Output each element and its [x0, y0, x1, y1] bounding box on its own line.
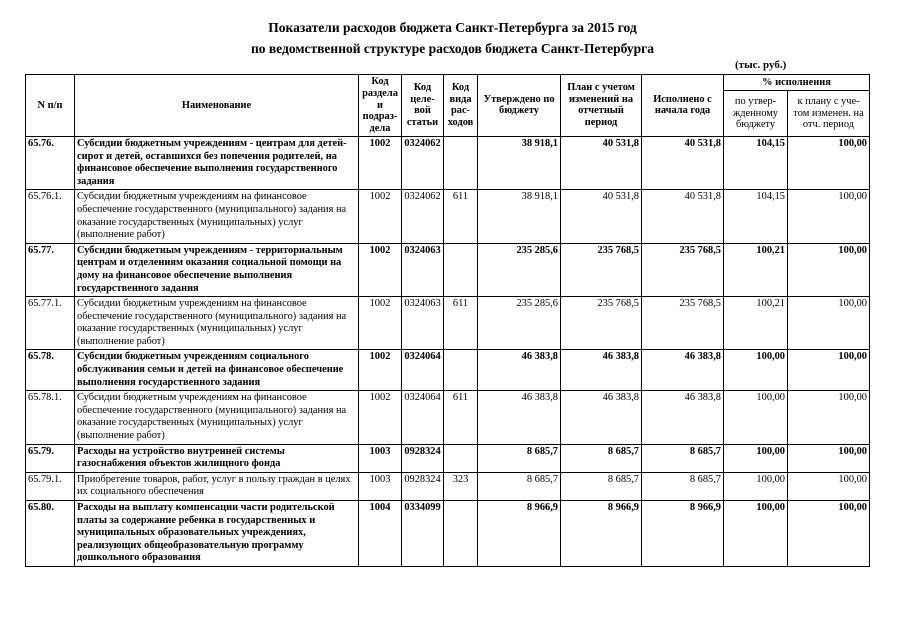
row-pct-plan: 100,00: [788, 136, 870, 189]
row-name: Субсидии бюджетным учреждениям - территориальным центрам и отделениям оказания социальной помощи на дому на финансовое обеспечение выполнения государственного задания: [75, 243, 359, 296]
row-plan: 46 383,8: [561, 350, 642, 391]
row-name: Приобретение товаров, работ, услуг в пользу граждан в целях их социального обеспечения: [75, 472, 359, 500]
row-kind-code: [444, 444, 478, 472]
row-num: 65.78.: [26, 350, 75, 391]
table-row: [26, 444, 870, 472]
row-kind-code: [444, 350, 478, 391]
row-plan: 8 685,7: [561, 472, 642, 500]
row-name: Расходы на выплату компенсации части родительской платы за содержание ребенка в государственных и муниципальных образовательных учреждениях, реализующих общеобразовательную программу дошкольного образования: [75, 501, 359, 567]
row-pct-approved: 100,00: [724, 391, 788, 444]
row-section-code: 1002: [359, 350, 402, 391]
row-target-code: 0324062: [402, 136, 444, 189]
row-approved: 46 383,8: [478, 350, 561, 391]
header-approved: Утверждено по бюджету: [478, 75, 561, 137]
row-approved: 235 285,6: [478, 243, 561, 296]
row-executed: 8 685,7: [642, 472, 724, 500]
row-approved: 38 918,1: [478, 190, 561, 243]
header-kind-code: Код вида рас-ходов: [444, 75, 478, 137]
row-pct-plan: 100,00: [788, 501, 870, 567]
row-plan: 40 531,8: [561, 190, 642, 243]
row-section-code: 1004: [359, 501, 402, 567]
row-kind-code: [444, 243, 478, 296]
row-kind-code: [444, 501, 478, 567]
row-target-code: 0324064: [402, 350, 444, 391]
row-target-code: 0928324: [402, 472, 444, 500]
row-plan: 235 768,5: [561, 297, 642, 350]
table-row: [26, 501, 870, 567]
row-name: Субсидии бюджетным учреждениям - центрам для детей-сирот и детей, оставшихся без попечения родителей, на финансовое обеспечение выполнения государственного задания: [75, 136, 359, 189]
row-num: 65.79.1.: [26, 472, 75, 500]
row-executed: 46 383,8: [642, 391, 724, 444]
row-name: Субсидии бюджетным учреждениям на финансовое обеспечение государственного (муниципального) задания на оказание государственных (муниципальных) услуг (выполнение работ): [75, 190, 359, 243]
row-target-code: 0324064: [402, 391, 444, 444]
row-executed: 46 383,8: [642, 350, 724, 391]
header-target-code: Код целе-вой статьи: [402, 75, 444, 137]
row-kind-code: 611: [444, 391, 478, 444]
row-num: 65.78.1.: [26, 391, 75, 444]
table-row: [26, 391, 870, 444]
table-row: [26, 136, 870, 189]
header-plan: План с учетом изменений на отчетный период: [561, 75, 642, 137]
row-num: 65.80.: [26, 501, 75, 567]
row-target-code: 0324063: [402, 297, 444, 350]
row-kind-code: 323: [444, 472, 478, 500]
row-approved: 46 383,8: [478, 391, 561, 444]
row-target-code: 0334099: [402, 501, 444, 567]
row-plan: 40 531,8: [561, 136, 642, 189]
header-executed: Исполнено с начала года: [642, 75, 724, 137]
row-pct-plan: 100,00: [788, 243, 870, 296]
table-row: [26, 297, 870, 350]
row-section-code: 1003: [359, 472, 402, 500]
row-pct-approved: 100,00: [724, 444, 788, 472]
row-pct-approved: 104,15: [724, 136, 788, 189]
row-section-code: 1002: [359, 243, 402, 296]
row-approved: 8 685,7: [478, 472, 561, 500]
report-title-line-1: Показатели расходов бюджета Санкт-Петербурга за 2015 год: [268, 20, 637, 35]
row-num: 65.77.: [26, 243, 75, 296]
row-approved: 235 285,6: [478, 297, 561, 350]
row-pct-approved: 100,21: [724, 243, 788, 296]
report-title-line-2: по ведомственной структуре расходов бюджета Санкт-Петербурга: [250, 41, 655, 56]
row-approved: 8 966,9: [478, 501, 561, 567]
row-kind-code: 611: [444, 190, 478, 243]
table-row: [26, 472, 870, 500]
row-plan: 8 966,9: [561, 501, 642, 567]
row-plan: 8 685,7: [561, 444, 642, 472]
row-executed: 235 768,5: [642, 297, 724, 350]
row-executed: 40 531,8: [642, 190, 724, 243]
row-pct-approved: 100,00: [724, 472, 788, 500]
row-section-code: 1002: [359, 297, 402, 350]
row-section-code: 1002: [359, 391, 402, 444]
row-name: Субсидии бюджетным учреждениям на финансовое обеспечение государственного (муниципального) задания на оказание государственных (муниципальных) услуг (выполнение работ): [75, 297, 359, 350]
row-pct-approved: 100,00: [724, 501, 788, 567]
budget-table: [25, 74, 870, 567]
row-name: Субсидии бюджетным учреждениям социального обслуживания семьи и детей на финансовое обеспечение выполнения государственного задания: [75, 350, 359, 391]
row-target-code: 0324062: [402, 190, 444, 243]
row-approved: 38 918,1: [478, 136, 561, 189]
row-executed: 235 768,5: [642, 243, 724, 296]
header-pct-approved: по утвер-жденному бюджету: [724, 91, 788, 137]
header-num: N п/п: [26, 75, 75, 137]
header-percent: % исполнения: [724, 75, 870, 91]
row-num: 65.76.: [26, 136, 75, 189]
header-name: Наименование: [75, 75, 359, 137]
row-num: 65.79.: [26, 444, 75, 472]
table-row: [26, 350, 870, 391]
row-executed: 40 531,8: [642, 136, 724, 189]
row-section-code: 1002: [359, 136, 402, 189]
row-executed: 8 685,7: [642, 444, 724, 472]
row-executed: 8 966,9: [642, 501, 724, 567]
table-row: [26, 190, 870, 243]
row-pct-plan: 100,00: [788, 444, 870, 472]
row-section-code: 1002: [359, 190, 402, 243]
row-approved: 8 685,7: [478, 444, 561, 472]
row-pct-plan: 100,00: [788, 190, 870, 243]
row-kind-code: 611: [444, 297, 478, 350]
row-section-code: 1003: [359, 444, 402, 472]
row-plan: 235 768,5: [561, 243, 642, 296]
row-pct-plan: 100,00: [788, 350, 870, 391]
row-name: Расходы на устройство внутренней системы газоснабжения объектов жилищного фонда: [75, 444, 359, 472]
row-name: Субсидии бюджетным учреждениям на финансовое обеспечение государственного (муниципального) задания на оказание государственных (муниципальных) услуг (выполнение работ): [75, 391, 359, 444]
row-num: 65.77.1.: [26, 297, 75, 350]
table-row: [26, 243, 870, 296]
row-num: 65.76.1.: [26, 190, 75, 243]
units-label: (тыс. руб.): [735, 59, 787, 71]
row-pct-plan: 100,00: [788, 472, 870, 500]
row-target-code: 0324063: [402, 243, 444, 296]
row-pct-plan: 100,00: [788, 391, 870, 444]
row-target-code: 0928324: [402, 444, 444, 472]
row-pct-plan: 100,00: [788, 297, 870, 350]
row-plan: 46 383,8: [561, 391, 642, 444]
row-pct-approved: 100,00: [724, 350, 788, 391]
row-pct-approved: 100,21: [724, 297, 788, 350]
header-section-code: Код раздела и подраз-дела: [359, 75, 402, 137]
row-kind-code: [444, 136, 478, 189]
row-pct-approved: 104,15: [724, 190, 788, 243]
header-pct-plan: к плану с уче-том изменен. на отч. период: [788, 91, 870, 137]
